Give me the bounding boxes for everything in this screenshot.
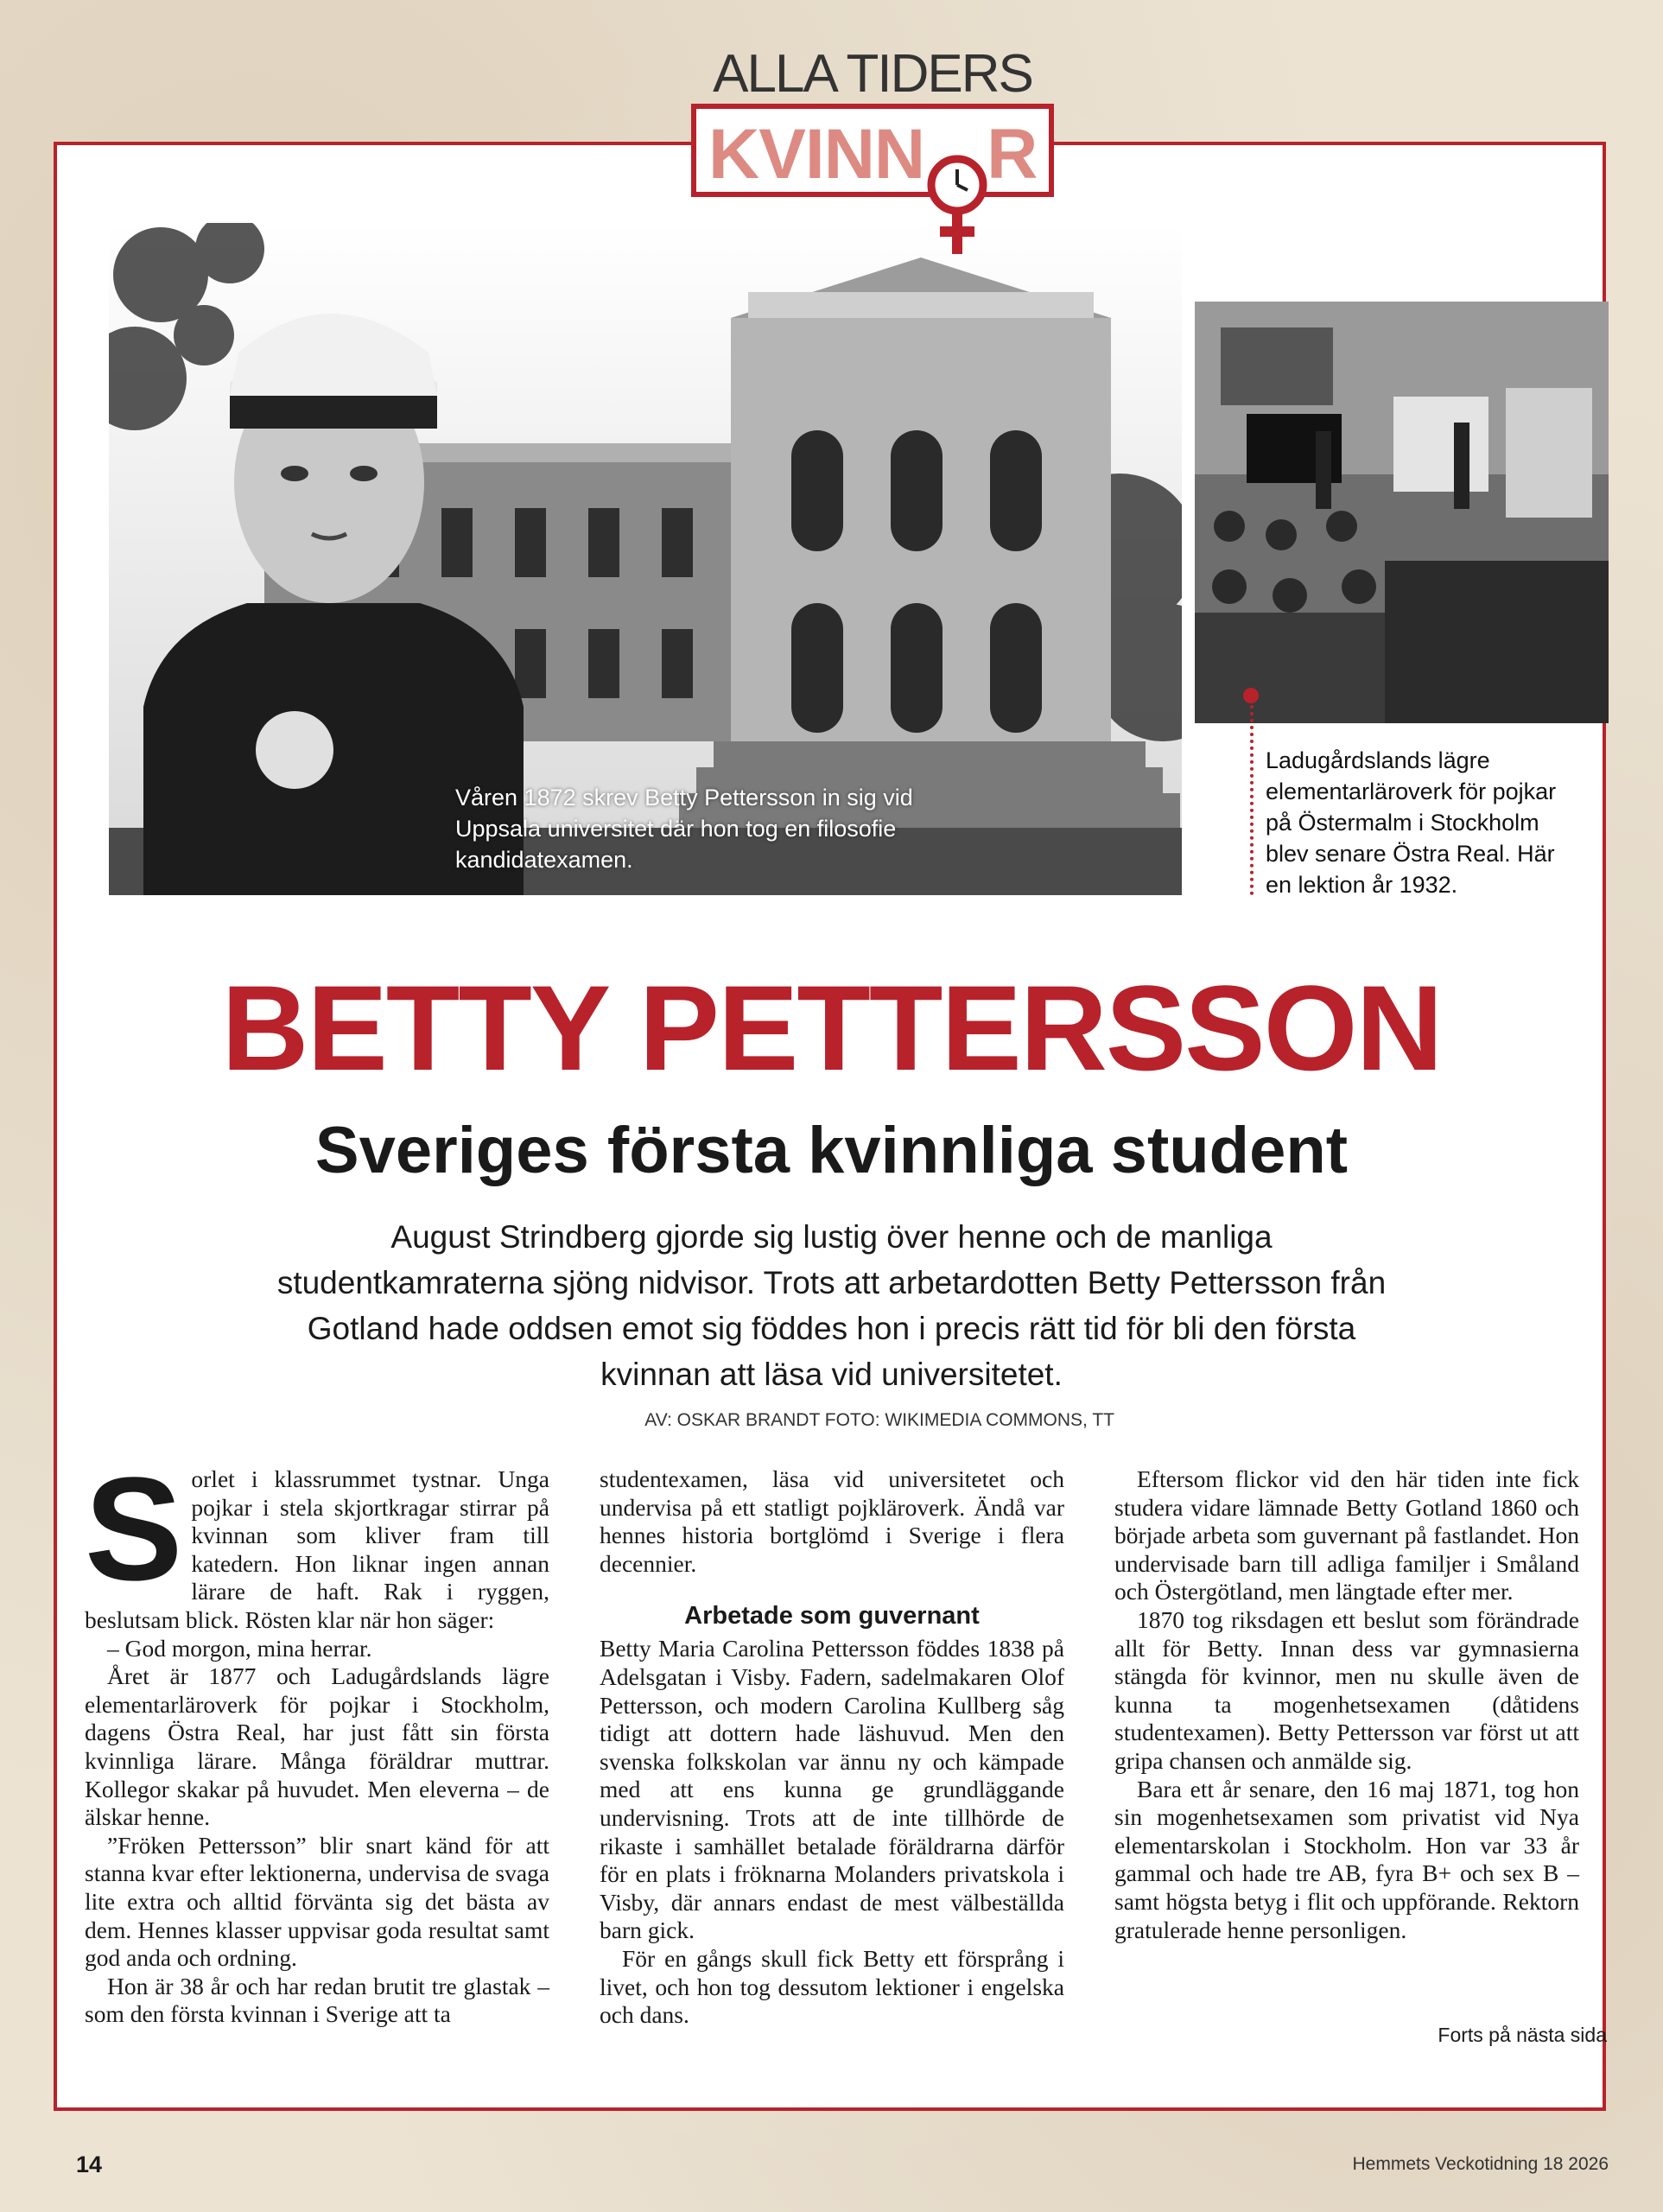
body-paragraph: – God morgon, mina herrar.	[107, 1634, 372, 1662]
drop-cap: S	[85, 1447, 183, 1611]
side-photo-caption: Ladugårdslands lägre elementarläroverk för pojkar på Östermalm i Stockholm blev senare Östra Real. Här en lektion år 1932.	[1266, 747, 1557, 898]
logo-line-kvinnor: KVINN R	[708, 115, 1038, 194]
article-title: BETTY PETTERSSON	[221, 960, 1442, 1096]
section-heading: Arbetade som guvernant	[684, 1602, 980, 1630]
article-byline: AV: OSKAR BRANDT FOTO: WIKIMEDIA COMMONS, TT	[644, 1410, 1114, 1430]
body-paragraph: 1870 tog riksdagen ett beslut som förändrade allt för Betty. Innan dess var gymnasierna stängda för kvinnor, men nu skulle även de kunna ta mogenhetsexamen (dåtidens studentexamen). Betty Pettersson var först ut att gripa chansen och anmälde sig.	[1114, 1605, 1579, 1774]
body-paragraph: Bara ett år senare, den 16 maj 1871, tog hon sin mogenhetsexamen som privatist vid Nya elementarskolan i Stockholm. Hon var 33 år gammal och hade tre AB, fyra B+ och sex B – samt högsta betyg i flit och uppförande. Rektorn gratulerade henne personligen.	[1114, 1775, 1579, 1943]
logo-line-alla-tiders: ALLA TIDERS	[713, 44, 1032, 104]
body-column-2	[600, 1465, 1064, 2030]
article-subtitle: Sveriges första kvinnliga student	[314, 1114, 1349, 1187]
caption-dotted-line	[1250, 698, 1254, 895]
body-paragraph: ”Fröken Pettersson” blir snart känd för att stanna kvar efter lektionerna, undervisa de svaga lite extra och alltid förvänta sig det bästa av dem. Hennes klasser uppvisar goda resultat samt god anda och ordning.	[85, 1831, 549, 1972]
article-intro: August Strindberg gjorde sig lustig över henne och de manliga studentkamraterna sjöng nidvisor. Trots att arbetardotten Betty Pettersson från Gotland hade oddsen emot sig föddes hon i precis rätt tid för bli den första kvinnan att läsa vid universitetet.	[276, 1219, 1387, 1392]
body-paragraph: Året är 1877 och Ladugårdslands lägre elementarläroverk för pojkar i Stockholm, dagens Östra Real, har just fått sin första kvinnliga lärare. Många föräldrar muttrar. Kollegor skakar på huvudet. Men eleverna – de älskar henne.	[85, 1662, 549, 1831]
page-number: 14	[76, 2152, 103, 2177]
magazine-issue: Hemmets Veckotidning 18 2026	[1352, 2154, 1609, 2174]
classroom-photo	[1195, 302, 1609, 723]
body-paragraph: Eftersom flickor vid den här tiden inte fick studera vidare lämnade Betty Gotland 1860 och började arbeta som guvernant på fastlandet. Hon undervisade barn till adliga familjer i Småland och Östergötland, men längtade efter mer.	[1114, 1465, 1579, 1605]
body-column-3	[1114, 1465, 1579, 1944]
logo-box	[691, 104, 1054, 197]
body-paragraph: Sorlet i klassrummet tystnar. Unga pojkar i stela skjortkragar stirrar på kvinnan som kliver fram till katedern. Hon liknar ingen annan lärare de haft. Rak i ryggen, beslutsam blick. Rösten klar när hon säger:	[85, 1447, 549, 1633]
body-paragraph: studentexamen, läsa vid universitetet och undervisa på ett statligt pojkläroverk. Ändå var hennes historia bortglömd i Sverige i flera decennier.	[600, 1465, 1064, 1577]
body-paragraph: Betty Maria Carolina Pettersson föddes 1838 på Adelsgatan i Visby. Fadern, sadelmakaren Olof Pettersson, och modern Carolina Kullberg såg tidigt att dottern hade läshuvud. Men den svenska folkskolan var ännu ny och kämpade med att ens kunna ge grundläggande undervisning. Trots att de inte tillhörde de rikaste i samhället betalade föräldrarna därför för en plats i fröknarna Molanders privatskola i Visby, där annars endast de mest välbeställda barn gick.	[600, 1635, 1064, 1944]
body-column-1	[85, 1447, 549, 2029]
venus-clock-icon	[923, 152, 992, 264]
body-paragraph: För en gångs skull fick Betty ett försprång i livet, och hon tog dessutom lektioner i engelska och dans.	[600, 1944, 1064, 2029]
classroom-illustration	[1195, 302, 1609, 723]
main-photo-caption: Våren 1872 skrev Betty Pettersson in sig vid Uppsala universitet där hon tog en filosofie kandidatexamen.	[455, 785, 913, 873]
magazine-section-logo	[691, 43, 1054, 199]
body-paragraph: Hon är 38 år och har redan brutit tre glastak – som den första kvinnan i Sverige att ta	[85, 1972, 549, 2028]
continued-note: Forts på nästa sida	[1438, 2024, 1607, 2046]
